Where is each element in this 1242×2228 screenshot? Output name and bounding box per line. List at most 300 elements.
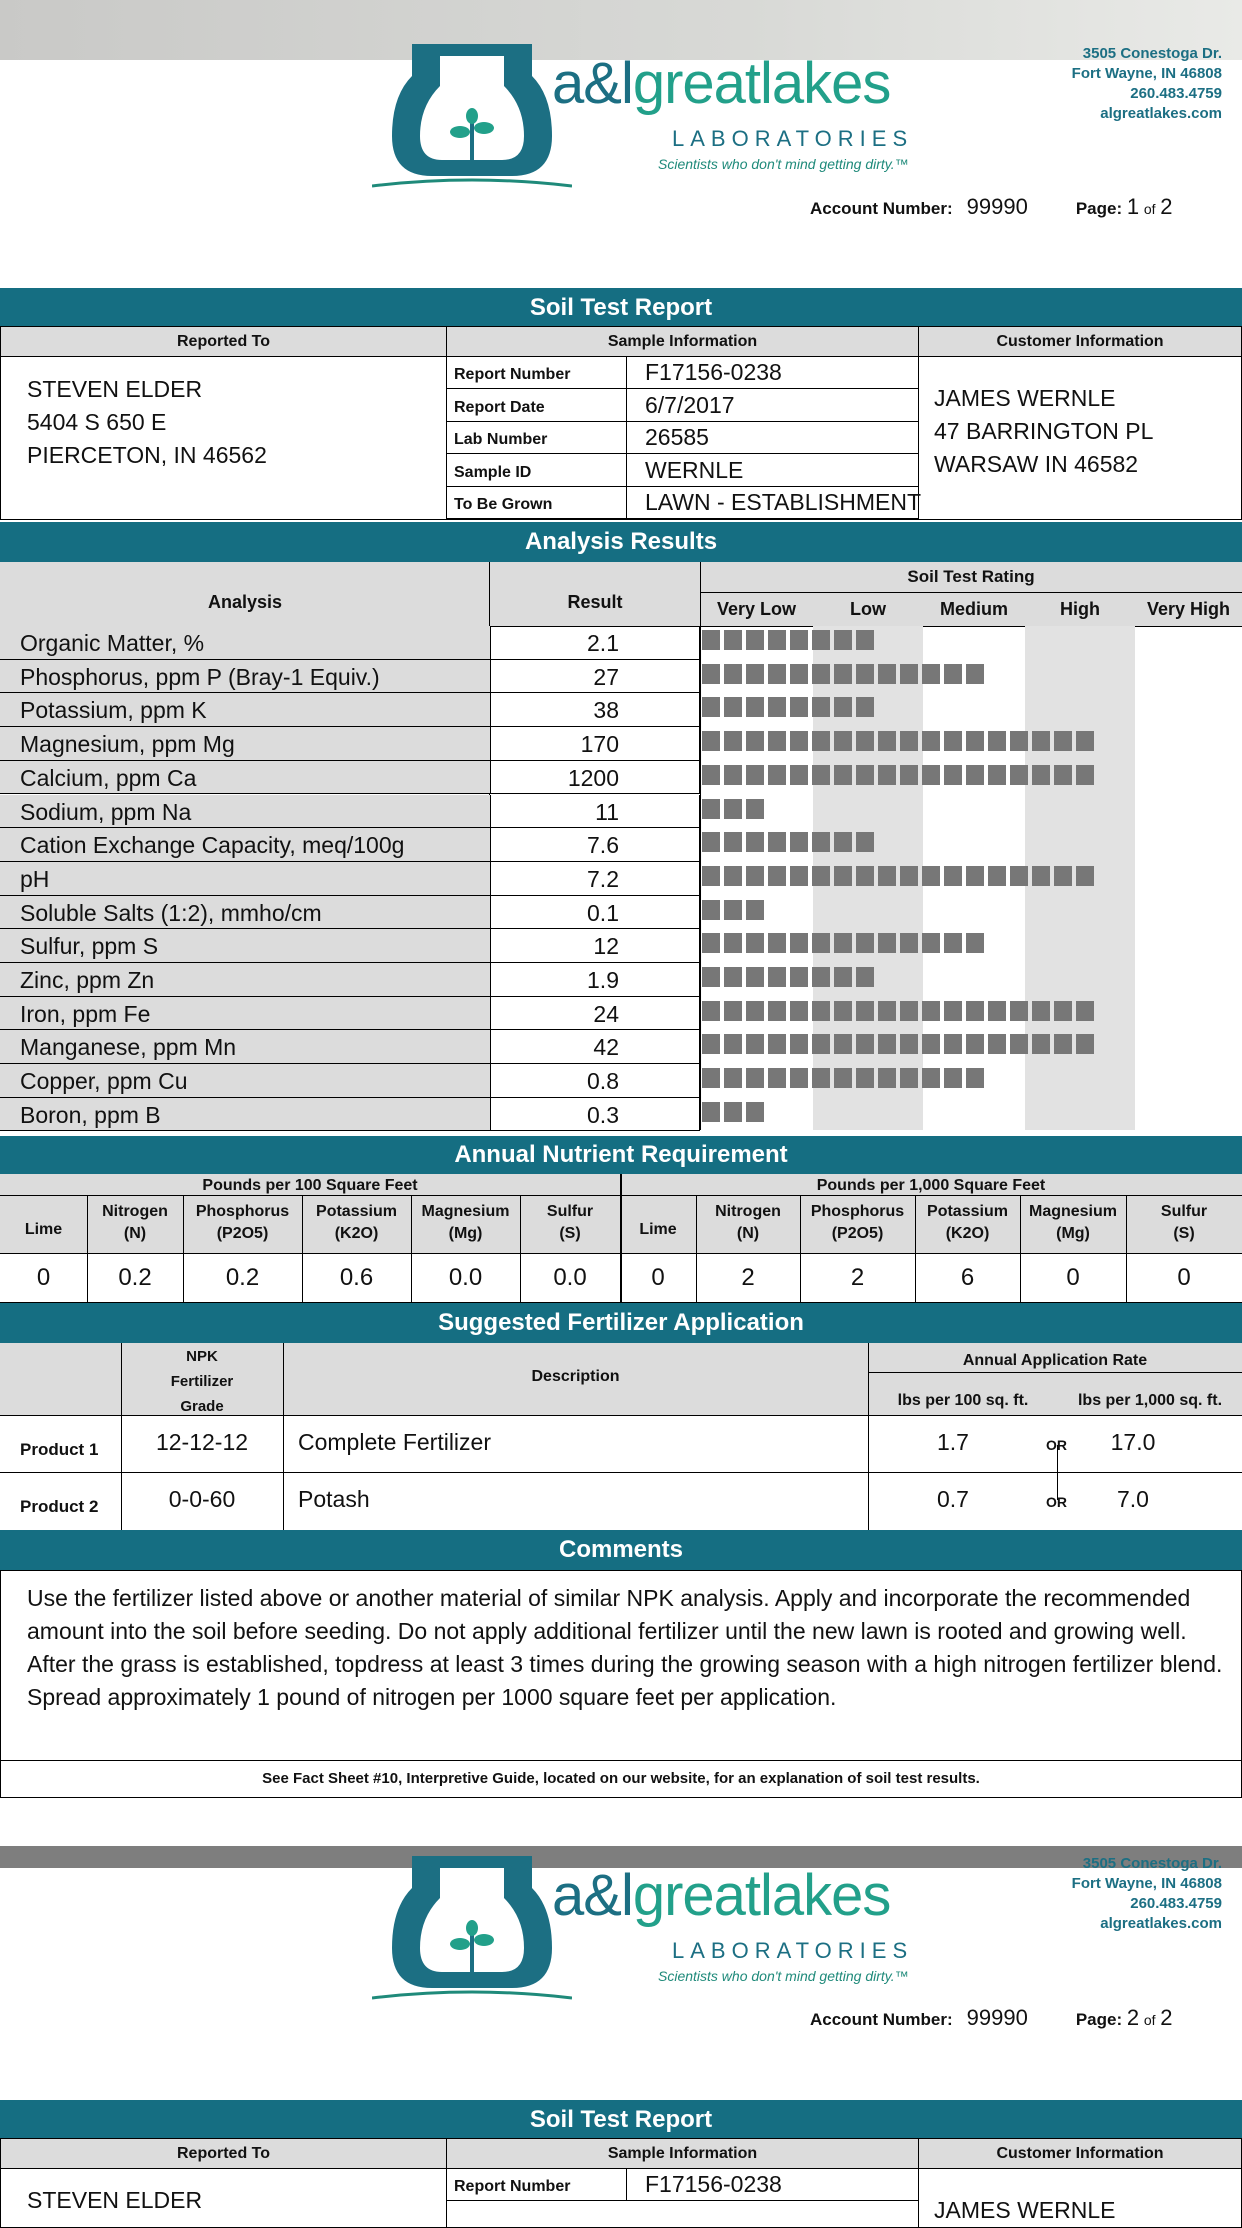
report-title-band-page2: Soil Test Report (0, 2100, 1242, 2138)
rating-segment (900, 731, 918, 751)
rating-segment (790, 1001, 808, 1021)
rating-segment (702, 1068, 720, 1088)
page-of: of (1143, 201, 1156, 217)
rating-segment (856, 765, 874, 785)
nutrient-col-unit: (Mg) (1056, 1225, 1090, 1242)
rating-bar (702, 866, 1094, 888)
nutrient-value: 0 (36, 1264, 51, 1291)
rating-segment (790, 765, 808, 785)
nutrient-col-unit: (K2O) (334, 1225, 379, 1242)
nutrient-value: 0.2 (225, 1264, 260, 1291)
address-website: algreatlakes.com (1100, 105, 1222, 122)
rating-segment (834, 1001, 852, 1021)
lab-address-page2 (1072, 1854, 1222, 1934)
page-total: 2 (1160, 194, 1173, 219)
sample-info-value: 26585 (645, 424, 709, 451)
analysis-result: 38 (490, 693, 700, 727)
analysis-column-header: Analysis (207, 592, 283, 612)
sample-info-row (447, 454, 918, 487)
nutrient-col-header (183, 1201, 302, 1245)
reported-to-line: STEVEN ELDER (27, 376, 203, 402)
analysis-name: Magnesium, ppm Mg (0, 727, 490, 761)
rating-segment (746, 1034, 764, 1054)
rating-level-label: Very High (1146, 599, 1231, 619)
rate-100-header: lbs per 100 sq. ft. (897, 1392, 1029, 1409)
nutrient-divider (696, 1196, 697, 1302)
nutrient-divider (411, 1196, 412, 1302)
grade-header-line: NPK (186, 1348, 218, 1365)
nutrient-divider (915, 1196, 916, 1302)
rating-segment (944, 765, 962, 785)
analysis-row (0, 693, 1242, 727)
rating-segment (856, 1068, 874, 1088)
customer-info-header: Customer Information (918, 326, 1242, 357)
product-description: Potash (298, 1486, 370, 1512)
rating-segment (702, 933, 720, 953)
analysis-row (0, 929, 1242, 963)
sample-info-header: Sample Information (446, 2138, 919, 2169)
or-label: OR (1046, 1437, 1067, 1453)
rating-segment (746, 900, 764, 920)
rating-segment (724, 933, 742, 953)
product-rate-100: 1.7 (937, 1429, 969, 1455)
rating-segment (812, 1034, 830, 1054)
sample-info-label: Report Date (447, 389, 627, 421)
rating-segment (768, 664, 786, 684)
reported-to-address (27, 373, 267, 472)
rating-segment (702, 900, 720, 920)
rating-segment (900, 866, 918, 886)
analysis-row (0, 660, 1242, 694)
analysis-result: 1200 (490, 761, 700, 795)
analysis-result: 11 (490, 795, 700, 829)
lab-address (1072, 44, 1222, 124)
rating-segment (834, 630, 852, 650)
description-header: Description (531, 1368, 620, 1385)
address-phone: 260.483.4759 (1130, 1895, 1222, 1912)
nutrient-value: 2 (741, 1264, 755, 1291)
rating-segment (1054, 1034, 1072, 1054)
rating-segment (856, 664, 874, 684)
rating-bar (702, 1068, 984, 1090)
rating-segment (900, 765, 918, 785)
rating-segment (812, 630, 830, 650)
rating-segment (702, 967, 720, 987)
nutrient-col-name: Sulfur (546, 1203, 594, 1220)
analysis-title-band: Analysis Results (0, 522, 1242, 562)
analysis-name: Iron, ppm Fe (0, 997, 490, 1031)
nutrient-value: 0.6 (339, 1264, 374, 1291)
brand-sub: LABORATORIES (672, 1938, 914, 1963)
rating-segment (856, 630, 874, 650)
sample-info-value: F17156-0238 (645, 2171, 782, 2197)
rating-segment (1076, 765, 1094, 785)
rating-segment (1032, 765, 1050, 785)
analysis-name: Calcium, ppm Ca (0, 761, 490, 795)
rating-segment (790, 731, 808, 751)
rating-segment (724, 697, 742, 717)
comments-title-band: Comments (0, 1530, 1242, 1570)
brand-name: a&lgreatlakes (552, 1863, 891, 1928)
rating-segment (944, 866, 962, 886)
account-label: Account Number: (810, 199, 953, 218)
analysis-row (0, 795, 1242, 829)
nutrient-col-name: Lime (639, 1221, 677, 1238)
analysis-row (0, 1098, 1242, 1132)
analysis-result: 1.9 (490, 963, 700, 997)
rating-segment (724, 1034, 742, 1054)
rating-segment (1032, 1001, 1050, 1021)
rating-bar (702, 697, 874, 719)
rating-segment (790, 630, 808, 650)
rating-segment (724, 731, 742, 751)
rating-segment (702, 630, 720, 650)
analysis-row (0, 896, 1242, 930)
rating-segment (724, 630, 742, 650)
sample-info-row (447, 356, 918, 389)
rating-segment (724, 664, 742, 684)
rating-segment (856, 697, 874, 717)
page-number: 2 (1126, 2005, 1140, 2030)
rating-segment (790, 933, 808, 953)
rating-segment (724, 1068, 742, 1088)
rating-segment (746, 866, 764, 886)
rating-segment (922, 1034, 940, 1054)
rating-segment (812, 731, 830, 751)
brand-name: a&lgreatlakes (552, 51, 891, 116)
or-label: OR (1046, 1494, 1067, 1510)
lab-logo (372, 36, 932, 196)
analysis-row (0, 727, 1242, 761)
rating-segment (922, 1001, 940, 1021)
nutrient-col-header (1126, 1201, 1242, 1245)
rating-segment (878, 1034, 896, 1054)
rating-segment (834, 765, 852, 785)
rating-segment (812, 832, 830, 852)
rating-bar (702, 799, 764, 821)
rating-segment (768, 1068, 786, 1088)
nutrient-col-unit: (S) (1173, 1225, 1195, 1242)
account-number: 99990 (966, 2005, 1028, 2030)
rating-segment (966, 866, 984, 886)
nutrient-col-unit: (K2O) (945, 1225, 990, 1242)
rating-segment (1076, 866, 1094, 886)
rating-bar (702, 1034, 1094, 1056)
rating-segment (702, 697, 720, 717)
analysis-row (0, 761, 1242, 795)
address-phone: 260.483.4759 (1130, 85, 1222, 102)
rating-segment (988, 765, 1006, 785)
rating-segment (966, 664, 984, 684)
rating-segment (1054, 765, 1072, 785)
rating-segment (878, 1001, 896, 1021)
analysis-name: pH (0, 862, 490, 896)
rating-segment (768, 765, 786, 785)
rating-segment (878, 765, 896, 785)
rating-segment (856, 731, 874, 751)
analysis-name: Cation Exchange Capacity, meq/100g (0, 828, 490, 862)
address-line: 3505 Conestoga Dr. (1082, 1855, 1222, 1872)
address-line: Fort Wayne, IN 46808 (1071, 65, 1222, 82)
rating-segment (966, 731, 984, 751)
rating-bar (702, 664, 984, 686)
nutrient-value: 0.2 (118, 1264, 152, 1291)
rating-segment (702, 832, 720, 852)
nutrient-value: 0 (1066, 1264, 1080, 1291)
rating-segment (966, 765, 984, 785)
rating-segment (768, 1001, 786, 1021)
rating-segment (1054, 731, 1072, 751)
nutrient-value: 6 (960, 1264, 975, 1291)
rating-segment (746, 1001, 764, 1021)
reported-to-header: Reported To (0, 2138, 447, 2169)
account-number: 99990 (966, 194, 1028, 219)
rating-segment (1032, 1034, 1050, 1054)
rating-segment (746, 765, 764, 785)
page-label: Page: (1075, 2010, 1123, 2029)
comments-text: Use the fertilizer listed above or another material of similar NPK analysis. Apply and incorporate the recommended amount into the soil before seeding. Do not apply additional fertilizer until the new lawn is rooted and growing well. After the grass is established, topdress at least 3 times during the growing season with a high nitrogen fertilizer blend. Spread approximately 1 pound of nitrogen per 1000 square feet per application. (27, 1585, 1223, 1710)
rating-segment (724, 967, 742, 987)
footer-note: See Fact Sheet #10, Interpretive Guide, located on our website, for an explanation of soil test results. (262, 1770, 980, 1787)
sample-info-label: Report Number (447, 2168, 627, 2200)
rating-segment (1010, 1001, 1028, 1021)
nutrient-divider (302, 1196, 303, 1302)
rating-segment (702, 1102, 720, 1122)
sample-info-row (447, 389, 918, 422)
fertilizer-title-band: Suggested Fertilizer Application (0, 1303, 1242, 1343)
rating-bar (702, 1102, 764, 1124)
rating-segment (812, 933, 830, 953)
rating-segment (1032, 866, 1050, 886)
rating-segment (768, 1034, 786, 1054)
rating-segment (724, 799, 742, 819)
analysis-row (0, 828, 1242, 862)
rating-segment (922, 933, 940, 953)
flask-plant-icon (372, 1848, 572, 2008)
rating-segment (878, 866, 896, 886)
rating-segment (834, 866, 852, 886)
rating-segment (768, 866, 786, 886)
rating-segment (724, 866, 742, 886)
rating-segment (746, 933, 764, 953)
nutrient-col-header (302, 1201, 411, 1245)
rating-segment (1054, 866, 1072, 886)
rating-segment (878, 933, 896, 953)
rating-segment (768, 933, 786, 953)
sample-info-value: F17156-0238 (645, 359, 782, 385)
customer-line: 47 BARRINGTON PL (934, 418, 1154, 444)
rating-segment (746, 799, 764, 819)
rating-segment (944, 664, 962, 684)
analysis-name: Sodium, ppm Na (0, 795, 490, 829)
analysis-row (0, 1064, 1242, 1098)
nutrient-value: 0.0 (553, 1264, 587, 1291)
product-label: Product 1 (20, 1440, 99, 1459)
brand-sub: LABORATORIES (672, 126, 914, 151)
rating-segment (922, 731, 940, 751)
rating-level-label: Low (850, 599, 886, 619)
customer-line: JAMES WERNLE (934, 385, 1116, 411)
reported-to-line: 5404 S 650 E (27, 409, 167, 435)
nutrient-divider (87, 1196, 88, 1302)
grade-header (121, 1344, 283, 1419)
rating-bar (702, 933, 984, 955)
analysis-row (0, 626, 1242, 660)
nutrient-center-divider (620, 1174, 622, 1302)
nutrient-col-name: Magnesium (1028, 1203, 1117, 1220)
rating-segment (768, 731, 786, 751)
analysis-name: Soluble Salts (1:2), mmho/cm (0, 896, 490, 930)
rating-segment (966, 1001, 984, 1021)
rating-segment (768, 832, 786, 852)
sample-info-value: WERNLE (645, 456, 744, 483)
rating-segment (812, 1001, 830, 1021)
analysis-result: 7.6 (490, 828, 700, 862)
address-line: Fort Wayne, IN 46808 (1071, 1875, 1222, 1892)
result-column-header: Result (567, 592, 623, 612)
rating-segment (856, 1001, 874, 1021)
nutrient-right-title: Pounds per 1,000 Square Feet (816, 1177, 1046, 1194)
analysis-name: Manganese, ppm Mn (0, 1030, 490, 1064)
address-line: 3505 Conestoga Dr. (1082, 45, 1222, 62)
rating-segment (966, 1034, 984, 1054)
sample-info-header: Sample Information (446, 326, 919, 357)
product-grade: 0-0-60 (168, 1486, 236, 1512)
rating-level-label: Medium (939, 599, 1008, 619)
account-label: Account Number: (810, 2010, 953, 2029)
sample-info-row (447, 421, 918, 454)
rating-segment (1054, 1001, 1072, 1021)
rating-bar (702, 967, 874, 989)
page-of: of (1143, 2012, 1156, 2028)
rating-segment (1032, 731, 1050, 751)
rating-segment (1076, 731, 1094, 751)
rating-segment (900, 1001, 918, 1021)
sample-info-row (447, 486, 922, 519)
nutrient-divider (800, 1196, 801, 1302)
rating-segment (1076, 1001, 1094, 1021)
analysis-row (0, 862, 1242, 896)
page-label: Page: (1075, 199, 1123, 218)
rating-segment (746, 630, 764, 650)
rating-segment (746, 697, 764, 717)
analysis-name: Phosphorus, ppm P (Bray-1 Equiv.) (0, 660, 490, 694)
reported-to-line: STEVEN ELDER (27, 2187, 203, 2213)
analysis-result: 0.1 (490, 896, 700, 930)
rating-segment (1076, 1034, 1094, 1054)
rating-segment (878, 731, 896, 751)
nutrient-col-header (1020, 1201, 1126, 1245)
reported-to-line: PIERCETON, IN 46562 (27, 442, 267, 468)
product-description: Complete Fertilizer (298, 1429, 491, 1455)
rating-level-label: Very Low (716, 599, 797, 619)
rating-segment (768, 967, 786, 987)
address-website: algreatlakes.com (1100, 1915, 1222, 1932)
analysis-name: Sulfur, ppm S (0, 929, 490, 963)
nutrient-col-name: Phosphorus (810, 1203, 905, 1220)
rating-segment (834, 967, 852, 987)
analysis-result: 12 (490, 929, 700, 963)
rate-1000-header: lbs per 1,000 sq. ft. (1077, 1392, 1223, 1409)
nutrient-col-header (800, 1201, 915, 1245)
rating-segment (878, 1068, 896, 1088)
analysis-result: 0.8 (490, 1064, 700, 1098)
rating-segment (812, 664, 830, 684)
nutrient-left-title: Pounds per 100 Square Feet (202, 1177, 418, 1194)
customer-line: WARSAW IN 46582 (934, 451, 1139, 477)
rating-segment (702, 1001, 720, 1021)
rating-segment (922, 866, 940, 886)
analysis-result: 2.1 (490, 626, 700, 660)
rating-segment (856, 866, 874, 886)
sample-info-value: 6/7/2017 (645, 391, 735, 418)
rating-segment (790, 1068, 808, 1088)
nutrient-col-header (620, 1219, 696, 1241)
grade-header-line: Grade (180, 1398, 224, 1415)
nutrient-col-unit: (N) (123, 1225, 147, 1242)
rating-segment (1010, 731, 1028, 751)
rating-segment (746, 832, 764, 852)
account-line-page2 (810, 2005, 1173, 2031)
nutrient-value: 0 (1177, 1264, 1191, 1291)
sample-info-label: To Be Grown (447, 486, 627, 518)
rating-segment (746, 1102, 764, 1122)
rating-segment (724, 900, 742, 920)
page-total: 2 (1160, 2005, 1173, 2030)
nutrient-col-unit: (Mg) (448, 1225, 483, 1242)
customer-info-header: Customer Information (918, 2138, 1242, 2169)
nutrient-col-name: Nitrogen (102, 1203, 168, 1220)
sample-info-label: Sample ID (447, 454, 627, 486)
rating-segment (812, 697, 830, 717)
rating-segment (702, 799, 720, 819)
analysis-name: Boron, ppm B (0, 1098, 490, 1132)
rating-segment (900, 1068, 918, 1088)
grade-header-line: Fertilizer (170, 1373, 234, 1390)
rating-segment (922, 664, 940, 684)
rating-segment (724, 832, 742, 852)
rating-segment (988, 731, 1006, 751)
nutrient-col-name: Potassium (316, 1203, 397, 1220)
rating-segment (702, 664, 720, 684)
analysis-result: 42 (490, 1030, 700, 1064)
product-rate-1000: 7.0 (1117, 1486, 1149, 1512)
rating-segment (790, 866, 808, 886)
nutrient-col-header (915, 1201, 1020, 1245)
analysis-name: Zinc, ppm Zn (0, 963, 490, 997)
nutrient-value: 0.0 (448, 1264, 483, 1291)
rating-segment (834, 933, 852, 953)
product-rate-100: 0.7 (937, 1486, 969, 1512)
rating-segment (900, 1034, 918, 1054)
nutrient-col-name: Potassium (927, 1203, 1008, 1220)
rating-segment (966, 1068, 984, 1088)
product-grade: 12-12-12 (155, 1429, 249, 1455)
rating-segment (1010, 866, 1028, 886)
nutrient-col-header (411, 1201, 520, 1245)
nutrient-divider (1020, 1196, 1021, 1302)
lab-logo-page2 (372, 1848, 932, 2008)
rating-segment (724, 765, 742, 785)
rating-segment (812, 866, 830, 886)
rating-segment (702, 731, 720, 751)
rating-bar (702, 832, 874, 854)
nutrient-col-header (0, 1219, 87, 1241)
analysis-name: Potassium, ppm K (0, 693, 490, 727)
rating-segment (900, 933, 918, 953)
rating-segment (702, 765, 720, 785)
analysis-row (0, 997, 1242, 1031)
